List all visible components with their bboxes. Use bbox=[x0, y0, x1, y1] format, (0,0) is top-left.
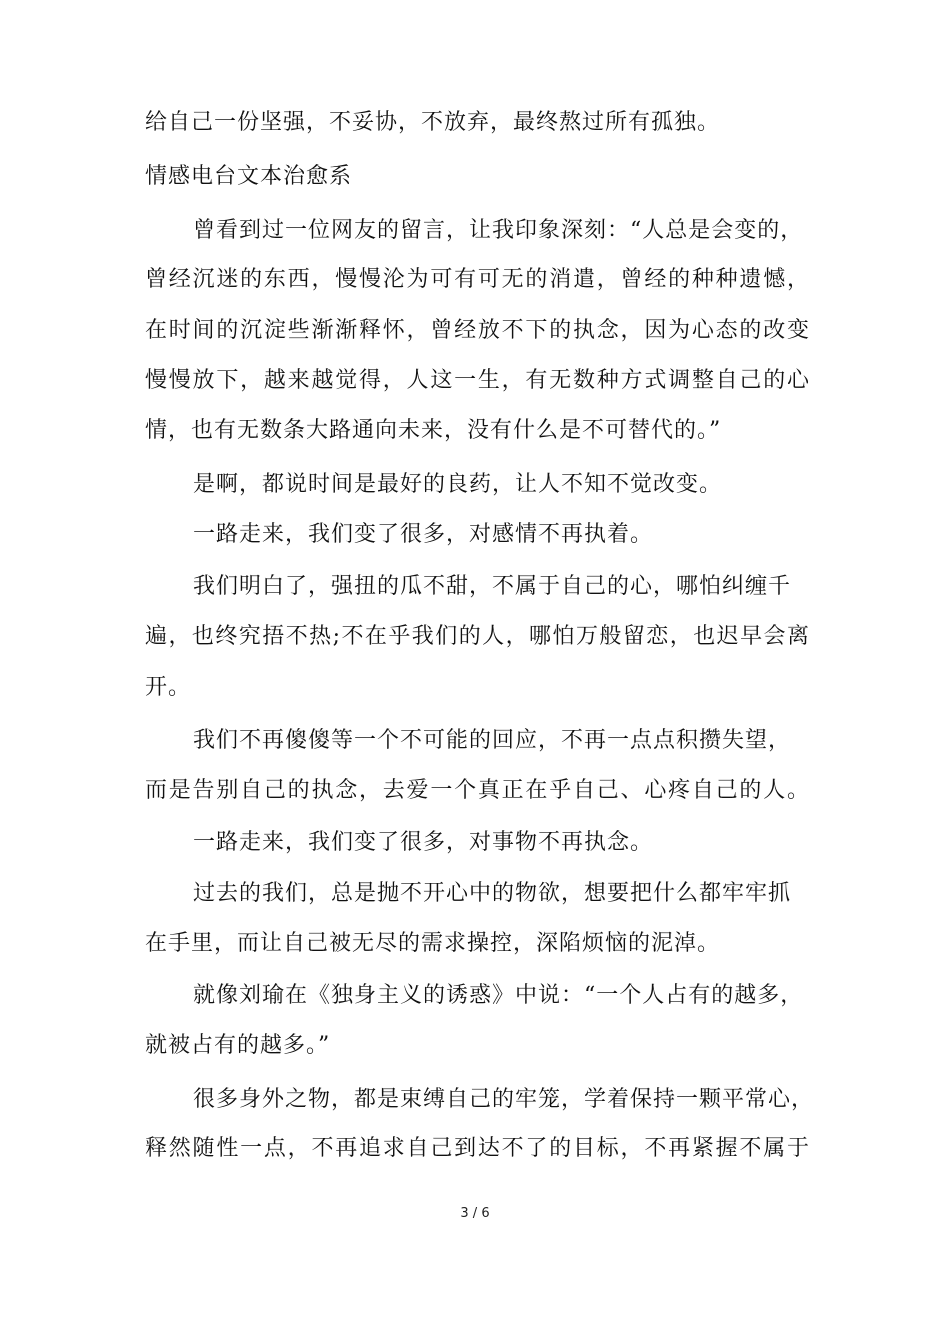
text-line: 慢慢放下，越来越觉得，人这一生，有无数种方式调整自己的心 bbox=[145, 368, 810, 393]
text-line: 在时间的沉淀些渐渐释怀，曾经放不下的执念，因为心态的改变 bbox=[145, 318, 810, 343]
text-line: 遍，也终究捂不热;不在乎我们的人，哪怕万般留恋，也迟早会离 bbox=[145, 624, 810, 649]
text-line: 我们明白了，强扭的瓜不甜，不属于自己的心，哪怕纠缠千 bbox=[193, 574, 792, 599]
text-line: 很多身外之物，都是束缚自己的牢笼，学着保持一颗平常心， bbox=[193, 1087, 815, 1112]
text-line: 情，也有无数条大路通向未来，没有什么是不可替代的。” bbox=[145, 418, 722, 443]
text-line: 我们不再傻傻等一个不可能的回应，不再一点点积攒失望， bbox=[193, 728, 792, 753]
text-line: 曾经沉迷的东西，慢慢沦为可有可无的消遣，曾经的种种遗憾， bbox=[145, 267, 810, 292]
text-line: 而是告别自己的执念，去爱一个真正在乎自己、心疼自己的人。 bbox=[145, 778, 810, 803]
text-line: 开。 bbox=[145, 675, 192, 700]
text-line: 曾看到过一位网友的留言，让我印象深刻：“人总是会变的， bbox=[193, 218, 804, 243]
text-line: 释然随性一点，不再追求自己到达不了的目标，不再紧握不属于 bbox=[145, 1136, 810, 1161]
text-line: 过去的我们，总是抛不开心中的物欲，想要把什么都牢牢抓 bbox=[193, 881, 792, 906]
section-heading: 情感电台文本治愈系 bbox=[145, 164, 353, 189]
page-number: 3 / 6 bbox=[460, 1206, 490, 1221]
text-line: 一路走来，我们变了很多，对感情不再执着。 bbox=[193, 522, 654, 547]
text-line: 给自己一份坚强，不妥协，不放弃，最终熬过所有孤独。 bbox=[145, 110, 721, 135]
text-line: 一路走来，我们变了很多，对事物不再执念。 bbox=[193, 830, 654, 855]
text-line: 就被占有的越多。” bbox=[145, 1033, 331, 1058]
text-line: 是啊，都说时间是最好的良药，让人不知不觉改变。 bbox=[193, 472, 723, 497]
text-line: 在手里，而让自己被无尽的需求操控，深陷烦恼的泥淖。 bbox=[145, 931, 721, 956]
text-line: 就像刘瑜在《独身主义的诱惑》中说：“一个人占有的越多， bbox=[193, 983, 804, 1008]
